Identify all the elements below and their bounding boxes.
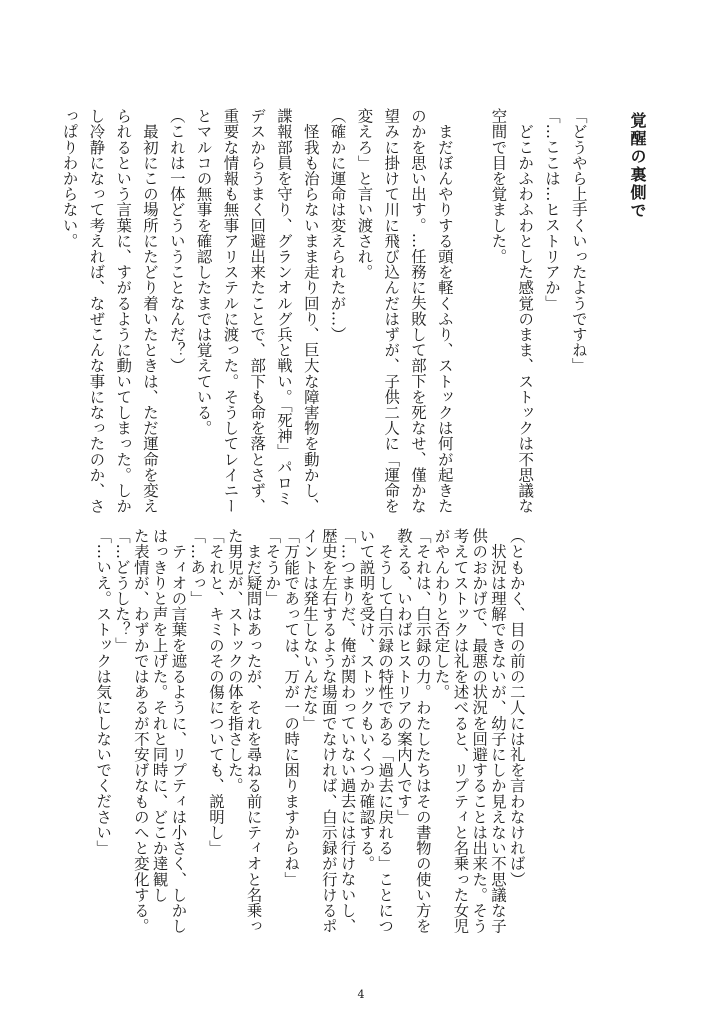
text-line: られるという言葉に、すがるように動いてしまった。しか (114, 108, 133, 514)
text-line: 最初にこの場所にたどり着いたときは、ただ運命を変え (140, 108, 159, 514)
text-line: 「それと、キミのその傷についても、説明し」 (206, 528, 225, 856)
text-line: （確かに運命は変えられたが…） (328, 108, 347, 342)
text-line: 「…つまりだ、俺が関わっていない過去には行けないし、 (338, 528, 357, 934)
text-line: （これは一体どういうことなんだ？） (167, 108, 186, 374)
text-line: がやんわりと否定した。 (432, 528, 451, 700)
text-line: まだぼんやりする頭を軽くふり、ストックは何が起きた (435, 108, 454, 514)
text-line: し冷静になって考えれば、なぜこんな事になったのか、さ (87, 108, 106, 514)
text-line: （ともかく、目の前の二人には礼を言わなければ） (507, 528, 526, 887)
text-line: 「…どうした？」 (112, 528, 131, 653)
text-line: はっきりと声を上げた。それと同時に、どこか達観し (150, 528, 169, 903)
text-line: どこかふわふわとした感覚のまま、ストックは不思議な (516, 108, 535, 514)
text-line: そうして白示録の特性である「過去に戻れる」ことにつ (376, 528, 395, 934)
text-line: 「そうか」 (263, 528, 282, 606)
text-line: デスからうまく回避出来たことで、部下も命を落とさず、 (248, 108, 267, 514)
text-line: 怪我も治らないまま走り回り、巨大な障害物を動かし、 (301, 108, 320, 514)
text-line: のかを思い出す。…任務に失敗して部下を死なせ、僅かな (408, 108, 427, 514)
text-line: 空間で目を覚ました。 (489, 108, 508, 264)
text-line: っぱりわからない。 (60, 108, 79, 249)
text-line: イントは発生しないんだな」 (300, 528, 319, 731)
text-line: 望みに掛けて川に飛び込んだはずが、子供二人に「運命を (382, 108, 401, 514)
text-line: 「…いえ。ストックは気にしないでください」 (94, 528, 113, 856)
text-line: 「どうやら上手くいったようですね」 (569, 108, 588, 374)
text-line: 「…あっ」 (188, 528, 207, 606)
text-line: 教える、いわばヒストリアの案内人です」 (394, 528, 413, 825)
text-line: 「…ここは…ヒストリアか」 (542, 108, 561, 311)
text-line: 歴史を左右するような場面でなければ、白示録が行けるポ (319, 528, 338, 934)
text-line: とマルコの無事を確認したまでは覚えている。 (194, 108, 213, 436)
text-line: 供のおかげで、最悪の状況を回避することは出来た。そう (470, 528, 489, 934)
text-line: 変えろ」と言い渡され。 (355, 108, 374, 280)
text-line: 考えてストックは礼を述べると、リプティと名乗った女児 (451, 528, 470, 934)
text-line: 重要な情報も無事アリステルに渡った。そうしてレイニー (221, 108, 240, 514)
text-line: 「万能であっては、万が一の時に困りますからね」 (282, 528, 301, 887)
text-line: 「それは、白示録の力。わたしたちはその書物の使い方を (413, 528, 432, 934)
text-line: た男児が、ストックの体を指さした。 (225, 528, 244, 794)
text-line: 状況は理解できないが、幼子にしか見えない不思議な子 (488, 528, 507, 934)
text-line: ティオの言葉を遮るように、リプティは小さく、しかし (169, 528, 188, 934)
text-line: まだ疑問はあったが、それを尋ねる前にティオと名乗っ (244, 528, 263, 934)
text-line: 諜報部員を守り、グランオルグ兵と戦い。「死神」パロミ (274, 108, 293, 506)
page-number: 4 (357, 988, 365, 1001)
text-line: た表情が、わずかではあるが不安げなものへと変化する。 (131, 528, 150, 934)
text-line: いて説明を受け、ストックもいくつか確認する。 (357, 528, 376, 872)
page-title: 覚醒の裏側で (628, 112, 647, 220)
